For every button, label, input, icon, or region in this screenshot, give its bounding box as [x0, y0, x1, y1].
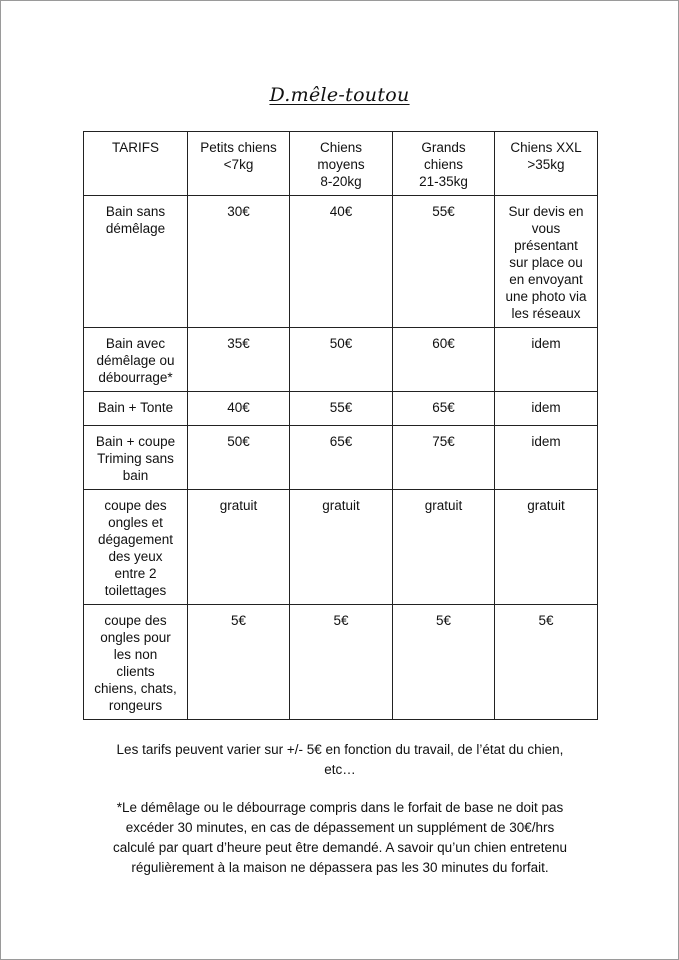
price-cell: 5€	[393, 605, 495, 720]
price-cell: gratuit	[495, 490, 598, 605]
price-cell: gratuit	[393, 490, 495, 605]
table-row	[84, 196, 598, 328]
price-cell: 5€	[290, 605, 393, 720]
header-cell-medium-dogs: Chiens moyens 8-20kg	[290, 132, 393, 196]
service-label: coupe des ongles pour les non clients chiens, chats, rongeurs	[84, 605, 188, 720]
header-cell-tarifs: TARIFS	[84, 132, 188, 196]
price-cell: 55€	[290, 392, 393, 426]
price-cell: 65€	[290, 426, 393, 490]
service-label: Bain avec démêlage ou débourrage*	[84, 328, 188, 392]
price-cell: 60€	[393, 328, 495, 392]
service-label: Bain + Tonte	[84, 392, 188, 426]
price-cell: gratuit	[290, 490, 393, 605]
demelage-footnote: *Le démêlage ou le débourrage compris dans le forfait de base ne doit pas excéder 30 minutes, en cas de dépassement un supplément de 30€/hrs calculé par quart d’heure peut être demandé. A savoir qu’un chien entretenu régulièrement à la maison ne dépassera pas les 30 minutes du forfait.	[112, 800, 568, 875]
service-label: Bain sans démêlage	[84, 196, 188, 328]
table-row	[84, 392, 598, 426]
table-row	[84, 426, 598, 490]
header-cell-large-dogs: Grands chiens 21-35kg	[393, 132, 495, 196]
price-cell: 30€	[188, 196, 290, 328]
service-label: Bain + coupe Triming sans bain	[84, 426, 188, 490]
service-label: coupe des ongles et dégagement des yeux entre 2 toilettages	[84, 490, 188, 605]
price-cell: 40€	[290, 196, 393, 328]
price-cell: idem	[495, 426, 598, 490]
table-row	[84, 490, 598, 605]
price-cell: 50€	[188, 426, 290, 490]
price-cell: 40€	[188, 392, 290, 426]
price-cell: 50€	[290, 328, 393, 392]
price-cell: Sur devis en vous présentant sur place ou en envoyant une photo via les réseaux	[495, 196, 598, 328]
price-cell: 5€	[188, 605, 290, 720]
price-cell: gratuit	[188, 490, 290, 605]
table-row	[84, 605, 598, 720]
header-cell-small-dogs: Petits chiens <7kg	[188, 132, 290, 196]
price-cell: 75€	[393, 426, 495, 490]
header-cell-xxl-dogs: Chiens XXL >35kg	[495, 132, 598, 196]
pricing-table	[83, 131, 598, 720]
price-cell: idem	[495, 328, 598, 392]
price-cell: idem	[495, 392, 598, 426]
page-title: D.mêle-toutou	[269, 84, 410, 106]
price-cell: 5€	[495, 605, 598, 720]
table-row	[84, 328, 598, 392]
price-cell: 55€	[393, 196, 495, 328]
table-header-row	[84, 132, 598, 196]
price-cell: 65€	[393, 392, 495, 426]
price-variation-note: Les tarifs peuvent varier sur +/- 5€ en fonction du travail, de l’état du chien, etc…	[116, 742, 564, 777]
price-cell: 35€	[188, 328, 290, 392]
